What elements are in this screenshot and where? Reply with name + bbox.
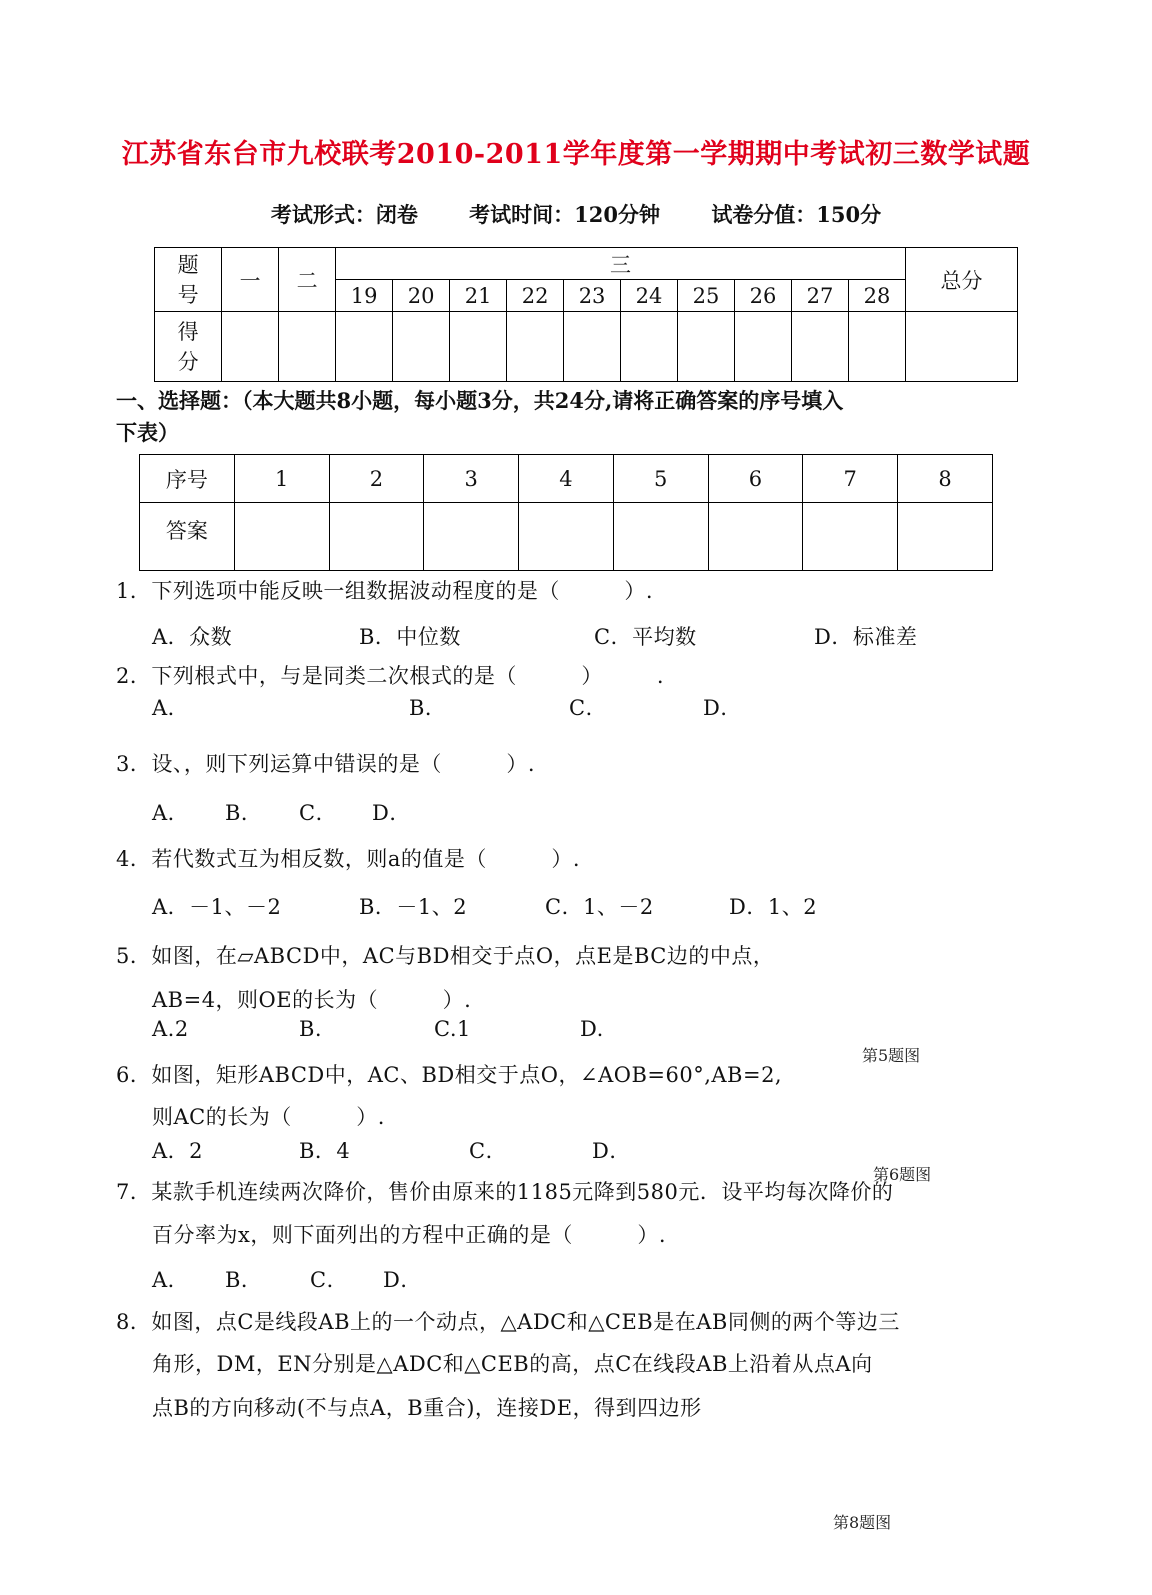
q3-option-a: A． [152,801,190,825]
score-subcol: 25 [678,280,735,312]
score-cell[interactable] [621,312,678,382]
section1-heading-line2: 下表） [116,420,179,445]
answer-cell[interactable] [613,503,708,571]
question-3: 3．设、，则下列运算中错误的是（ ）. [116,752,536,776]
question-4: 4．若代数式互为相反数，则a的值是（ ）. [116,847,581,871]
score-subcol: 20 [393,280,450,312]
answer-number: 3 [424,455,519,503]
question-7-line2: 百分率为x，则下面列出的方程中正确的是（ ）. [152,1223,667,1247]
question-6-line2: 则AC的长为（ ）. [152,1105,385,1129]
score-subcol: 26 [735,280,792,312]
q5-option-a: A.2 [152,1017,189,1041]
q1-option-b: B．中位数 [359,625,461,649]
q3-option-b: B． [225,801,263,825]
score-subcol: 21 [450,280,507,312]
q7-option-c: C． [310,1268,349,1292]
answer-table [139,454,993,571]
answer-number: 4 [519,455,614,503]
score-cell[interactable] [222,312,279,382]
score-cell[interactable] [393,312,450,382]
figure-5-caption: 第5题图 [862,1046,921,1065]
exam-score: 试卷分值：150分 [711,202,882,227]
answer-cell[interactable] [708,503,803,571]
score-cell[interactable] [507,312,564,382]
score-col-2: 二 [279,248,336,312]
question-5-line2: AB=4，则OE的长为（ ）. [152,988,472,1012]
score-table [154,247,1018,382]
q2-option-a: A． [152,696,190,720]
question-2: 2．下列根式中，与是同类二次根式的是（ ） . [116,664,665,688]
q4-option-d: D．1、2 [729,895,818,919]
score-cell[interactable] [848,312,905,382]
score-col-total: 总分 [905,248,1017,312]
q4-option-a: A．－1、－2 [152,895,282,919]
score-subcol: 24 [621,280,678,312]
q2-option-c: C． [569,696,608,720]
q2-option-b: B． [409,696,447,720]
exam-info [0,199,1152,229]
score-col-3: 三 [336,248,906,280]
answer-cell[interactable] [803,503,898,571]
figure-8-caption: 第8题图 [833,1513,892,1532]
q5-option-c: C.1 [434,1017,471,1041]
answer-cell[interactable] [234,503,329,571]
q4-option-c: C．1、－2 [545,895,654,919]
score-table-label-tihao: 题号 [155,248,222,312]
question-8-line1: 8．如图，点C是线段AB上的一个动点，△ADC和△CEB是在AB同侧的两个等边三 [116,1310,900,1334]
score-cell[interactable] [336,312,393,382]
q6-option-d: D． [592,1139,631,1163]
score-subcol: 28 [848,280,905,312]
answer-number: 1 [234,455,329,503]
question-8-line3: 点B的方向移动(不与点A，B重合)，连接DE，得到四边形 [152,1396,702,1420]
score-table-label-defen: 得分 [155,312,222,382]
q4-option-b: B．－1、2 [359,895,468,919]
score-subcol: 23 [564,280,621,312]
q7-option-d: D． [383,1268,422,1292]
score-subcol: 19 [336,280,393,312]
answer-number: 8 [898,455,993,503]
score-subcol: 22 [507,280,564,312]
score-cell[interactable] [279,312,336,382]
score-cell[interactable] [678,312,735,382]
answer-number: 2 [329,455,424,503]
answer-number: 7 [803,455,898,503]
answer-cell[interactable] [519,503,614,571]
q5-option-b: B. [299,1017,323,1041]
q7-option-b: B． [225,1268,263,1292]
q6-option-a: A．2 [152,1139,204,1163]
figure-6-caption: 第6题图 [873,1165,932,1184]
answer-cell[interactable] [898,503,993,571]
question-8-line2: 角形，DM，EN分别是△ADC和△CEB的高，点C在线段AB上沿着从点A向 [152,1352,873,1376]
score-cell[interactable] [735,312,792,382]
exam-form: 考试形式：闭卷 [270,202,418,227]
answer-number: 5 [613,455,708,503]
question-1: 1．下列选项中能反映一组数据波动程度的是（ ）. [116,579,654,603]
score-subcol: 27 [792,280,849,312]
answer-cell[interactable] [424,503,519,571]
answer-table-label-daan: 答案 [140,503,235,571]
q7-option-a: A． [152,1268,190,1292]
answer-number: 6 [708,455,803,503]
exam-time: 考试时间：120分钟 [469,202,660,227]
answer-cell[interactable] [329,503,424,571]
q1-option-a: A．众数 [152,625,233,649]
score-cell[interactable] [564,312,621,382]
q1-option-c: C．平均数 [594,625,697,649]
document-title: 江苏省东台市九校联考2010-2011学年度第一学期期中考试初三数学试题 [121,139,1031,170]
q6-option-b: B．4 [299,1139,351,1163]
answer-table-label-xuhao: 序号 [140,455,235,503]
q1-option-d: D．标准差 [814,625,918,649]
score-col-1: 一 [222,248,279,312]
score-cell[interactable] [792,312,849,382]
q5-option-d: D. [580,1017,604,1041]
q2-option-d: D． [703,696,742,720]
question-5-line1: 5．如图，在▱ABCD中，AC与BD相交于点O，点E是BC边的中点， [116,944,775,968]
score-cell-total[interactable] [905,312,1017,382]
question-6-line1: 6．如图，矩形ABCD中，AC、BD相交于点O，∠AOB=60°,AB=2, [116,1063,783,1087]
q6-option-c: C． [469,1139,508,1163]
q3-option-c: C． [299,801,338,825]
score-cell[interactable] [450,312,507,382]
question-7-line1: 7．某款手机连续两次降价，售价由原来的1185元降到580元．设平均每次降价的 [116,1180,894,1204]
q3-option-d: D． [372,801,411,825]
section1-heading-line1: 一、选择题：（本大题共8小题，每小题3分，共24分,请将正确答案的序号填入 [116,388,844,413]
